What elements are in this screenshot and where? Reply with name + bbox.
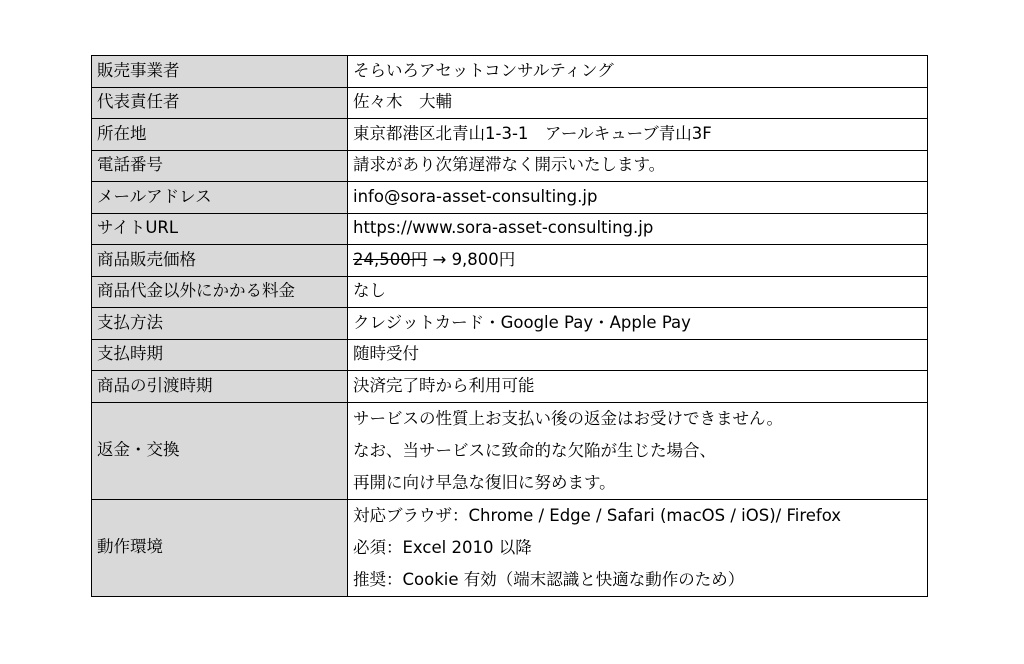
row-label-address: 所在地: [92, 119, 348, 151]
row-label-site-url: サイトURL: [92, 213, 348, 245]
original-price: 24,500円: [353, 249, 428, 269]
table-row: [92, 87, 928, 119]
sale-price: 9,800円: [451, 249, 516, 269]
row-value-representative: 佐々木 大輔: [348, 87, 928, 119]
row-value-address: 東京都港区北青山1-3-1 アールキューブ青山3F: [348, 119, 928, 151]
refund-line: サービスの性質上お支払い後の返金はお受けできません。: [353, 408, 783, 428]
row-value-delivery: 決済完了時から利用可能: [348, 371, 928, 403]
commercial-transactions-table: [91, 55, 928, 597]
row-value-payment-method: クレジットカード・Google Pay・Apple Pay: [348, 308, 928, 340]
row-label-email: メールアドレス: [92, 182, 348, 214]
row-label-payment-method: 支払方法: [92, 308, 348, 340]
table-row: [92, 245, 928, 277]
table-row: [92, 499, 928, 596]
row-value-refund: [348, 402, 928, 499]
row-value-extra-fees: なし: [348, 276, 928, 308]
environment-line: 推奨：Cookie 有効（端末認識と快適な動作のため）: [353, 569, 745, 589]
row-value-price: [348, 245, 928, 277]
row-label-payment-timing: 支払時期: [92, 339, 348, 371]
row-label-representative: 代表責任者: [92, 87, 348, 119]
row-label-environment: 動作環境: [92, 499, 348, 596]
table-row: [92, 119, 928, 151]
table-row: [92, 339, 928, 371]
price-arrow: →: [427, 249, 452, 269]
row-label-price: 商品販売価格: [92, 245, 348, 277]
table-row: [92, 371, 928, 403]
row-value-site-url: https://www.sora-asset-consulting.jp: [348, 213, 928, 245]
row-label-extra-fees: 商品代金以外にかかる料金: [92, 276, 348, 308]
row-value-payment-timing: 随時受付: [348, 339, 928, 371]
table-row: [92, 308, 928, 340]
table-row: [92, 402, 928, 499]
row-value-environment: [348, 499, 928, 596]
row-value-phone: 請求があり次第遅滞なく開示いたします。: [348, 150, 928, 182]
row-label-refund: 返金・交換: [92, 402, 348, 499]
table-row: [92, 56, 928, 88]
row-label-seller: 販売事業者: [92, 56, 348, 88]
table-row: [92, 182, 928, 214]
row-label-phone: 電話番号: [92, 150, 348, 182]
row-value-email: info@sora-asset-consulting.jp: [348, 182, 928, 214]
environment-line: 必須：Excel 2010 以降: [353, 537, 532, 557]
table-row: [92, 150, 928, 182]
table-row: [92, 213, 928, 245]
row-value-seller: そらいろアセットコンサルティング: [348, 56, 928, 88]
environment-line: 対応ブラウザ：Chrome / Edge / Safari (macOS / iOS)/ Firefox: [353, 505, 842, 525]
row-label-delivery: 商品の引渡時期: [92, 371, 348, 403]
refund-line: 再開に向け早急な復旧に努めます。: [353, 472, 616, 492]
refund-line: なお、当サービスに致命的な欠陥が生じた場合、: [353, 440, 716, 460]
table-row: [92, 276, 928, 308]
